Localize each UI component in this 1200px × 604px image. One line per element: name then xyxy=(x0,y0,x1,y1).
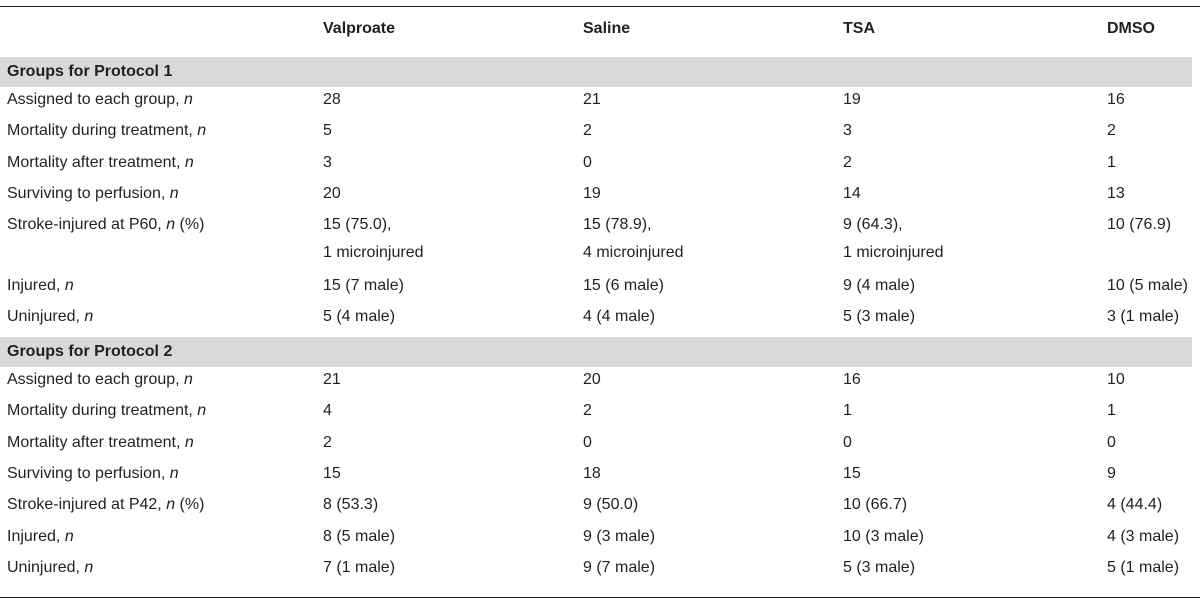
table-cell: 9 (4 male) xyxy=(843,276,916,294)
row-label: Surviving to perfusion, n xyxy=(7,464,179,482)
table-cell: 9 (7 male) xyxy=(583,558,656,576)
row-label: Injured, n xyxy=(7,276,74,294)
row-label: Assigned to each group, n xyxy=(7,371,193,388)
table-cell: 0 xyxy=(1107,433,1116,451)
row-label: Injured, n xyxy=(7,527,74,545)
table-top-rule xyxy=(0,6,1200,7)
table-cell: 10 (5 male) xyxy=(1107,276,1188,294)
table-cell: 5 (3 male) xyxy=(843,558,916,576)
table-cell: 5 xyxy=(323,122,332,140)
table-cell: 13 xyxy=(1107,184,1125,202)
table-cell: 20 xyxy=(583,371,601,388)
row-label: Assigned to each group, n xyxy=(7,91,193,108)
table-cell: 15 xyxy=(843,464,861,482)
table-cell: 4 (4 male) xyxy=(583,307,656,325)
table-cell: 21 xyxy=(583,91,601,108)
table-cell: 9 (3 male) xyxy=(583,527,656,545)
table-cell: 3 (1 male) xyxy=(1107,307,1180,325)
row-label: Mortality during treatment, n xyxy=(7,122,207,140)
table-cell: 4 (3 male) xyxy=(1107,527,1180,545)
row-label: Mortality during treatment, n xyxy=(7,402,207,420)
table-cell: 3 xyxy=(323,153,332,171)
group-header-title: Groups for Protocol 2 xyxy=(7,343,173,360)
table-cell: 16 xyxy=(843,371,861,388)
header-dmso: DMSO xyxy=(1107,20,1155,37)
table-cell: 15 xyxy=(323,464,341,482)
row-label: Uninjured, n xyxy=(7,307,94,325)
table-cell-continuation: 4 microinjured xyxy=(583,244,684,262)
table-cell: 16 xyxy=(1107,91,1125,108)
table-cell: 4 (44.4) xyxy=(1107,496,1163,514)
row-label: Stroke-injured at P42, n (%) xyxy=(7,496,205,514)
table-cell: 19 xyxy=(583,184,601,202)
header-valproate: Valproate xyxy=(323,20,396,37)
table-cell: 2 xyxy=(1107,122,1116,140)
group-header-band xyxy=(0,57,1192,87)
table-cell: 10 xyxy=(1107,371,1125,388)
table-cell: 3 xyxy=(843,122,852,140)
table-cell: 9 (50.0) xyxy=(583,496,639,514)
table-cell: 9 (64.3), xyxy=(843,216,903,234)
table-cell: 10 (76.9) xyxy=(1107,216,1172,234)
table-cell: 5 (1 male) xyxy=(1107,558,1180,576)
table-cell: 0 xyxy=(583,153,592,171)
table-cell: 1 xyxy=(843,402,852,420)
table-cell: 2 xyxy=(843,153,852,171)
group-header-title: Groups for Protocol 1 xyxy=(7,63,173,80)
table-cell: 0 xyxy=(583,433,592,451)
table-cell: 9 xyxy=(1107,464,1116,482)
table-cell: 19 xyxy=(843,91,861,108)
table-cell: 2 xyxy=(583,122,592,140)
table-cell: 1 xyxy=(1107,153,1116,171)
table-cell: 28 xyxy=(323,91,341,108)
table-cell: 15 (6 male) xyxy=(583,276,664,294)
table-cell: 10 (3 male) xyxy=(843,527,924,545)
table-cell: 21 xyxy=(323,371,341,388)
table-cell: 7 (1 male) xyxy=(323,558,396,576)
row-label: Stroke-injured at P60, n (%) xyxy=(7,216,205,234)
table-cell: 1 xyxy=(1107,402,1116,420)
group-header-band xyxy=(0,337,1192,367)
row-label: Mortality after treatment, n xyxy=(7,433,194,451)
table-cell: 0 xyxy=(843,433,852,451)
table-cell: 8 (53.3) xyxy=(323,496,379,514)
table-cell: 4 xyxy=(323,402,332,420)
row-label: Uninjured, n xyxy=(7,558,94,576)
table-cell: 18 xyxy=(583,464,601,482)
table-cell: 5 (4 male) xyxy=(323,307,396,325)
table-cell: 5 (3 male) xyxy=(843,307,916,325)
table-cell: 2 xyxy=(583,402,592,420)
table-cell: 20 xyxy=(323,184,341,202)
row-label: Mortality after treatment, n xyxy=(7,153,194,171)
table-cell: 15 (78.9), xyxy=(583,216,652,234)
table-cell-continuation: 1 microinjured xyxy=(323,244,424,262)
table-cell: 2 xyxy=(323,433,332,451)
table-cell: 14 xyxy=(843,184,861,202)
table-cell-continuation: 1 microinjured xyxy=(843,244,944,262)
table-header-row xyxy=(0,20,1200,44)
table-bottom-rule xyxy=(0,597,1200,598)
table-cell: 15 (7 male) xyxy=(323,276,404,294)
table-cell: 8 (5 male) xyxy=(323,527,396,545)
table-cell: 15 (75.0), xyxy=(323,216,392,234)
table-cell: 10 (66.7) xyxy=(843,496,908,514)
header-saline: Saline xyxy=(583,20,631,37)
row-label: Surviving to perfusion, n xyxy=(7,184,179,202)
header-tsa: TSA xyxy=(843,20,875,37)
